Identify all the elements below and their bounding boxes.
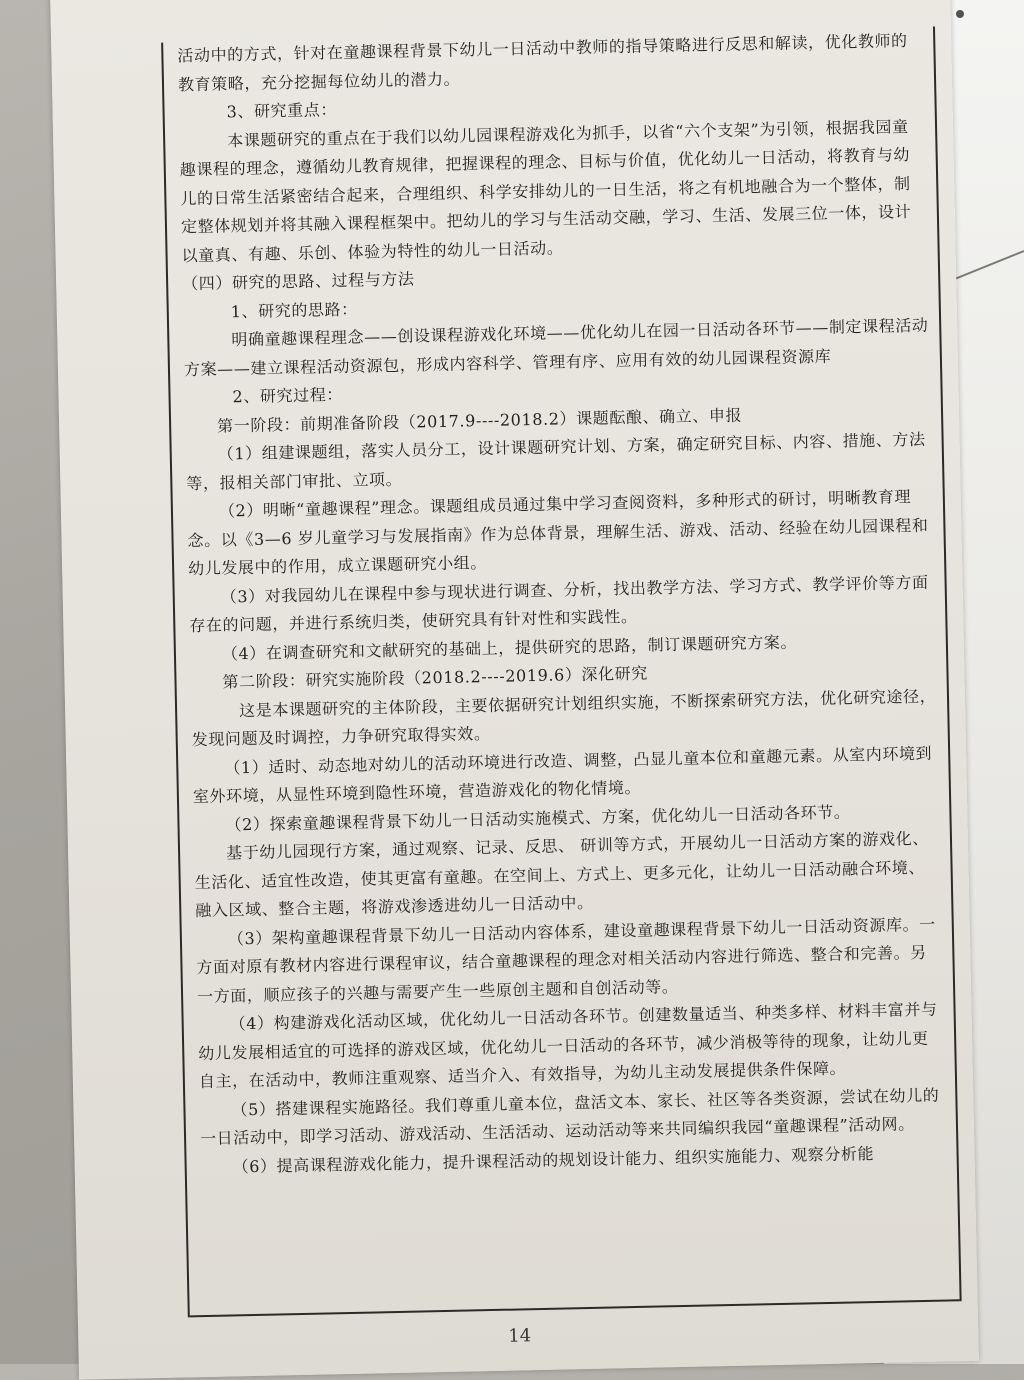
paragraph-p20: （5）搭建课程实施路径。我们尊重儿童本位，盘活文本、家长、社区等各类资源，尝试在幼儿的一日活动中，即学习活动、游戏活动、生活活动、运动活动等来共同编织我园“童趣课程”活动网。 (199, 1085, 940, 1149)
paragraph-p11: （3）对我园幼儿在课程中参与现状进行调查、分析，找出教学方法、学习方式、教学评价等方面存在的问题，并进行系统归类，使研究具有针对性和实践性。 (189, 572, 929, 636)
paragraph-p12: （4）在调查研究和文献研究的基础上，提供研究的思路，制订课题研究方案。 (221, 632, 798, 664)
paragraph-p21: （6）提高课程游戏化能力，提升课程活动的规划设计能力、组织实施能力、观察分析能 (232, 1143, 875, 1176)
table-bottom-border (190, 1299, 960, 1317)
paragraph-p10: （2）明晰“童趣课程”理念。课题组成员通过集中学习查阅资料，多种形式的研讨，明晰教育理念。以《3—6 岁儿童学习与发展指南》作为总体背景，理解生活、游戏、活动、经验在幼儿园课程和幼儿发展中的作用，成立课题研究小组。 (187, 487, 929, 579)
paper-mark (956, 10, 964, 18)
paragraph-p1: 活动中的方式，针对在童趣课程背景下幼儿一日活动中教师的指导策略进行反思和解读，优化教师的教育策略，充分挖掘每位幼儿的潜力。 (177, 31, 908, 94)
paragraph-p17: 基于幼儿园现行方案，通过观察、记录、反思、 研训等方式，开展幼儿一日活动方案的游戏化、生活化、适宜性改造，使其更富有童趣。在空间上、方式上、更多元化，让幼儿一日活动融合环境、融入区域、整合主题，将游戏渗透进幼儿一日活动中。 (194, 828, 930, 921)
paragraph-p4: （四）研究的思路、过程与方法 (181, 269, 415, 294)
paragraph-p8: 第一阶段：前期准备阶段（2017.9----2018.2）课题酝酿、确立、申报 (216, 405, 743, 436)
paragraph-p19: （4）构建游戏化活动区域，优化幼儿一日活动各环节。创建数量适当、种类多样、材料丰富并与幼儿发展相适宜的可选择的游戏区域，优化幼儿一日活动的各环节，减少消极等待的现象，让幼儿更自主，在活动中，教师注重观察、适当介入、有效指导，为幼儿主动发展提供条件保障。 (198, 999, 938, 1092)
document-body (177, 27, 947, 1182)
paragraph-p6: 明确童趣课程理念——创设课程游戏化环境——优化幼儿在园一日活动各环节——制定课程活动方案——建立课程活动资源包，形成内容科学、管理有序、应用有效的幼儿园课程资源库 (183, 315, 929, 379)
document-page (50, 0, 979, 1380)
paragraph-p15: （1）适时、动态地对幼儿的活动环境进行改造、调整，凸显儿童本位和童趣元素。从室内环境到室外环境，从显性环境到隐性环境，营造游戏化的物化情境。 (192, 743, 933, 807)
paragraph-p9: （1）组建课题组，落实人员分工，设计课题研究计划、方案，确定研究目标、内容、措施、方法等，报相关部门审批、立项。 (186, 429, 926, 493)
page-number: 14 (508, 1325, 532, 1347)
paragraph-p16: （2）探索童趣课程背景下幼儿一日活动实施模式、方案，优化幼儿一日活动各环节。 (225, 801, 851, 835)
paragraph-p3: 本课题研究的重点在于我们以幼儿园课程游戏化为抓手，以省“六个支架”为引领，根据我园童趣课程的理念，遵循幼儿教育规律，把握课程的理念、目标与价值，优化幼儿一日活动，将教育与幼儿的日常生活紧密结合起来，合理组织、科学安排幼儿的一日生活，将之有机地融合为一个整体，制定整体规划并将其融入课程框架中。把幼儿的学习与生活动交融，学习、生活、发展三位一体，设计以童真、有趣、乐创、体验为特性的幼儿一日活动。 (179, 116, 912, 265)
paragraph-p14: 这是本课题研究的主体阶段，主要依据研究计划组织实施，不断探索研究方法，优化研究途径，发现问题及时调控，力争研究取得实效。 (191, 686, 937, 750)
paragraph-p5: 1、研究的思路： (230, 299, 358, 321)
table-frame (161, 26, 962, 1317)
paragraph-p2: 3、研究重点： (226, 100, 338, 122)
paragraph-p18: （3）架构童趣课程背景下幼儿一日活动内容体系，建设童趣课程背景下幼儿一日活动资源库。一方面对原有教材内容进行课程审议，结合童趣课程的理念对相关活动内容进行筛选、整合和完善。另一方面，顺应孩子的兴趣与需要产生一些原创主题和自创活动等。 (196, 914, 936, 1006)
paragraph-p13: 第二阶段：研究实施阶段（2018.2----2019.6）深化研究 (222, 663, 649, 692)
paragraph-p7: 2、研究过程： (232, 384, 344, 407)
